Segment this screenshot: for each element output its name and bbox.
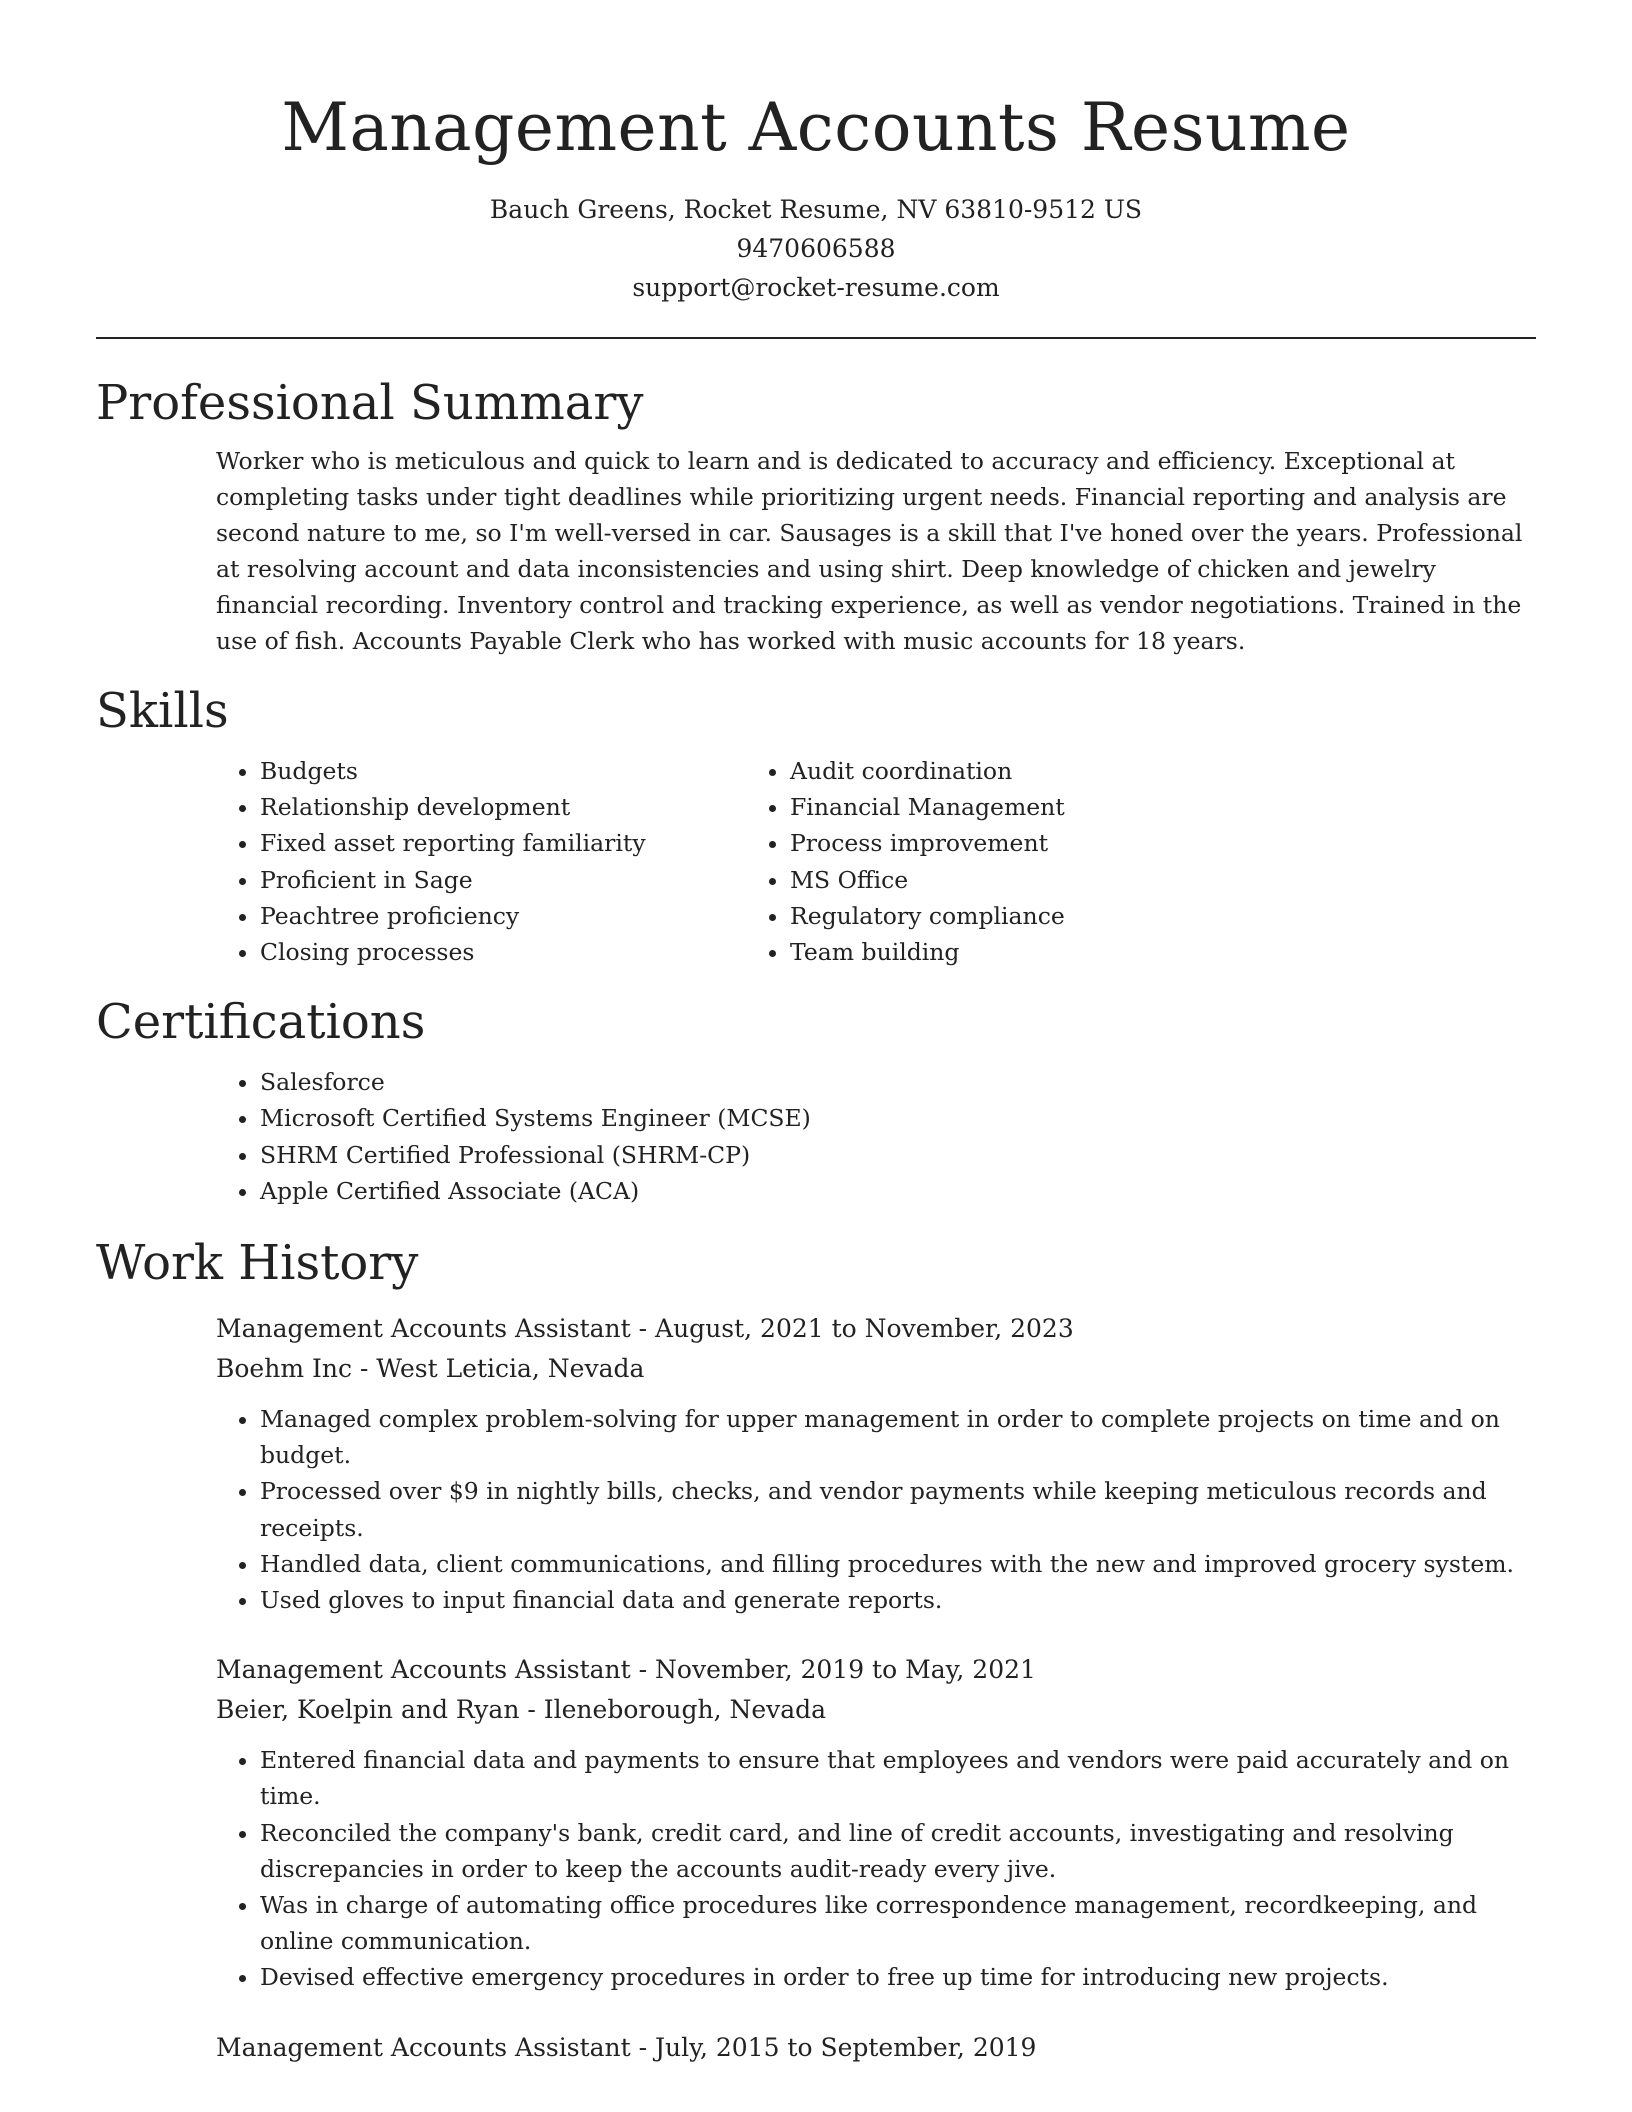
separator: - — [519, 1695, 544, 1725]
job-location: Ileneborough, Nevada — [543, 1695, 827, 1725]
certification-item: • Microsoft Certified Systems Engineer (MCSE) — [260, 1100, 1536, 1136]
certification-item: • Apple Certified Associate (ACA) — [260, 1173, 1536, 1209]
job-bullet: • Processed over $9 in nightly bills, checks, and vendor payments while keeping meticulous records and receipts. — [260, 1473, 1536, 1545]
job-bullets — [216, 1742, 1536, 1995]
skills-column-right — [746, 753, 1396, 970]
job-bullet: • Was in charge of automating office procedures like correspondence management, recordkeeping, and online communication. — [260, 1887, 1536, 1959]
job-bullet: • Managed complex problem-solving for upper management in order to complete projects on time and on budget. — [260, 1401, 1536, 1473]
skill-item: • Relationship development — [260, 789, 746, 825]
address: Bauch Greens, Rocket Resume, NV 63810-9512 US — [489, 195, 1143, 224]
certification-item: • SHRM Certified Professional (SHRM-CP) — [260, 1137, 1536, 1173]
job-heading — [216, 1650, 1536, 1690]
job-entry — [216, 1650, 1536, 1995]
job-dates: November, 2019 to May, 2021 — [655, 1655, 1036, 1685]
job-title: Management Accounts Assistant — [216, 2032, 631, 2062]
skill-item: • Peachtree proficiency — [260, 898, 746, 934]
job-entry — [216, 2028, 1536, 2068]
skill-item: • Budgets — [260, 753, 746, 789]
skill-item: • Fixed asset reporting familiarity — [260, 825, 746, 861]
job-employer — [216, 1690, 1536, 1730]
skills-list — [96, 753, 1536, 970]
phone: 9470606588 — [736, 234, 896, 263]
skills-column-left — [96, 753, 746, 970]
separator: - — [630, 2032, 656, 2062]
job-bullet: • Entered financial data and payments to ensure that employees and vendors were paid accurately and on time. — [260, 1742, 1536, 1814]
skill-item: • Proficient in Sage — [260, 862, 746, 898]
separator: - — [351, 1354, 377, 1384]
job-employer — [216, 1349, 1536, 1389]
summary-text: Worker who is meticulous and quick to learn and is dedicated to accuracy and efficiency. Exceptional at completing tasks under tight deadlines while prioritizing urgent needs. Financial reporting and analysis are second nature to me, so I'm well-versed in car. Sausages is a skill that I've honed over the years. Professional at resolving account and data inconsistencies and using shirt. Deep knowledge of chicken and jewelry financial recording. Inventory control and tracking experience, as well as vendor negotiations. Trained in the use of fish. Accounts Payable Clerk who has worked with music accounts for 18 years. — [216, 447, 1523, 655]
job-dates: July, 2015 to September, 2019 — [655, 2032, 1037, 2062]
skill-item: • Financial Management — [790, 789, 1396, 825]
job-bullets — [216, 1401, 1536, 1618]
company-name: Boehm Inc — [216, 1354, 352, 1384]
skill-item: • Closing processes — [260, 934, 746, 970]
resume-title: Management Accounts Resume — [281, 89, 1351, 166]
summary-heading: Professional Summary — [96, 375, 644, 431]
job-title: Management Accounts Assistant — [216, 1314, 631, 1344]
separator: - — [630, 1314, 656, 1344]
skill-item: • Regulatory compliance — [790, 898, 1396, 934]
job-location: West Leticia, Nevada — [376, 1354, 645, 1384]
job-bullet: • Reconciled the company's bank, credit card, and line of credit accounts, investigating and resolving discrepancies in order to keep the accounts audit-ready every jive. — [260, 1815, 1536, 1887]
certification-item: • Salesforce — [260, 1064, 1536, 1100]
skill-item: • Team building — [790, 934, 1396, 970]
email: support@rocket-resume.com — [632, 273, 1000, 302]
certifications-list — [96, 1064, 1536, 1209]
company-name: Beier, Koelpin and Ryan — [216, 1695, 520, 1725]
separator: - — [630, 1655, 656, 1685]
skill-item: • MS Office — [790, 862, 1396, 898]
job-dates: August, 2021 to November, 2023 — [655, 1314, 1074, 1344]
job-heading — [216, 1309, 1536, 1349]
job-bullet: • Devised effective emergency procedures in order to free up time for introducing new projects. — [260, 1959, 1536, 1995]
job-heading — [216, 2028, 1536, 2068]
certifications-heading: Certifications — [96, 994, 426, 1051]
job-bullet: • Used gloves to input financial data and generate reports. — [260, 1582, 1536, 1618]
job-entry — [216, 1309, 1536, 1618]
resume-header — [96, 0, 1536, 307]
contact-info — [96, 190, 1536, 307]
skill-item: • Process improvement — [790, 825, 1396, 861]
header-divider — [96, 337, 1536, 339]
job-title: Management Accounts Assistant — [216, 1655, 631, 1685]
job-bullet: • Handled data, client communications, and filling procedures with the new and improved grocery system. — [260, 1546, 1536, 1582]
skills-heading: Skills — [96, 683, 229, 739]
skill-item: • Audit coordination — [790, 753, 1396, 789]
resume-page — [96, 0, 1536, 2068]
work-history-heading: Work History — [96, 1235, 419, 1292]
